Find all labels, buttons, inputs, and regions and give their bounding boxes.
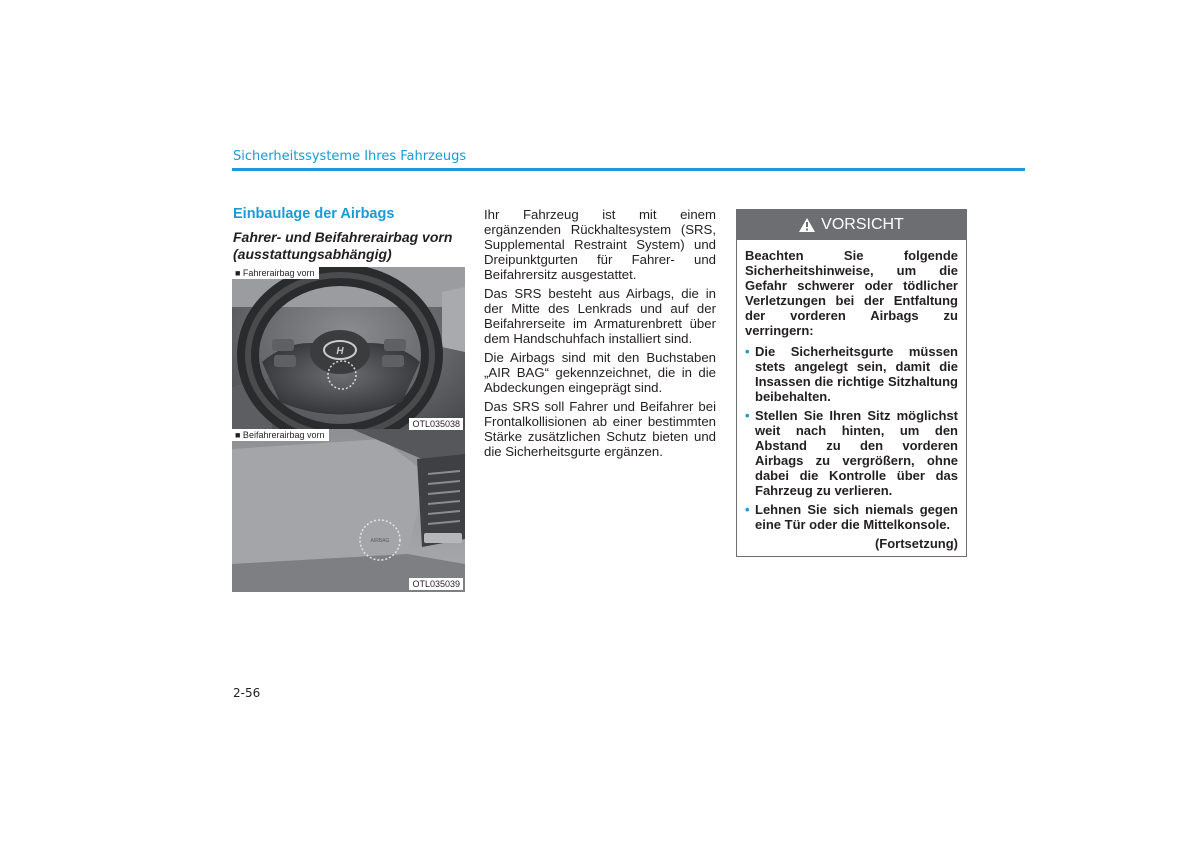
figure-code: OTL035039 <box>409 578 463 590</box>
caution-continued: (Fortsetzung) <box>874 536 958 551</box>
caution-item: • Lehnen Sie sich niemals gegen eine Tür oder die Mittelkonsole. <box>745 502 958 532</box>
figure-driver-airbag <box>232 267 465 432</box>
section-subtitle: Fahrer- und Beifahrerairbag vorn (ausstattungsabhängig) <box>233 229 453 262</box>
caution-item: • Stellen Sie Ihren Sitz möglichst weit nach hinten, um den Abstand zu den vorderen Airbags zu vergrößern, ohne dabei die Kontrolle über das Fahrzeug zu verlieren. <box>745 408 958 498</box>
svg-text:H: H <box>336 346 344 357</box>
figure-code: OTL035038 <box>409 418 463 430</box>
warning-triangle-icon <box>799 218 815 232</box>
page-number: 2-56 <box>233 686 261 700</box>
body-paragraph: Das SRS soll Fahrer und Beifahrer bei Frontalkollisionen ab einer bestimmten Stärke zusätzlichen Schutz bieten und die Sicherheitsgurte ergänzen. <box>484 399 716 459</box>
dashboard-illustration <box>232 429 465 592</box>
caution-intro: Beachten Sie folgende Sicherheitshinweise, um die Gefahr schwerer oder tödlicher Verletzungen bei der Entfaltung der vorderen Airbags zu verringern: <box>745 248 958 338</box>
body-paragraph: Das SRS besteht aus Airbags, die in der Mitte des Lenkrads und auf der Beifahrerseite im Armaturenbrett über dem Handschuhfach installiert sind. <box>484 286 716 346</box>
caution-item: • Die Sicherheitsgurte müssen stets angelegt sein, damit die Insassen die richtige Sitzhaltung beibehalten. <box>745 344 958 404</box>
header-title: Sicherheitssysteme Ihres Fahrzeugs <box>233 149 467 164</box>
steering-wheel-illustration <box>232 267 465 432</box>
header-rule <box>232 168 1025 171</box>
bullet-icon: • <box>745 502 750 517</box>
section-title: Einbaulage der Airbags <box>233 206 395 222</box>
figure-label: ■ Fahrerairbag vorn <box>232 267 319 279</box>
figure-label: ■ Beifahrerairbag vorn <box>232 429 329 441</box>
body-paragraph: Die Airbags sind mit den Buchstaben „AIR BAG“ gekennzeichnet, die in die Abdeckungen eingeprägt sind. <box>484 350 716 395</box>
airbag-embossed-text: AIRBAG <box>370 538 390 544</box>
caution-title: VORSICHT <box>821 216 904 233</box>
bullet-icon: • <box>745 408 750 423</box>
caution-header <box>737 210 966 240</box>
bullet-icon: • <box>745 344 750 359</box>
body-text <box>484 207 716 463</box>
caution-box <box>736 209 967 557</box>
body-paragraph: Ihr Fahrzeug ist mit einem ergänzenden Rückhaltesystem (SRS, Supplemental Restraint System) und Dreipunktgurten für Fahrer- und Beifahrersitz ausgestattet. <box>484 207 716 282</box>
figure-passenger-airbag <box>232 429 465 592</box>
